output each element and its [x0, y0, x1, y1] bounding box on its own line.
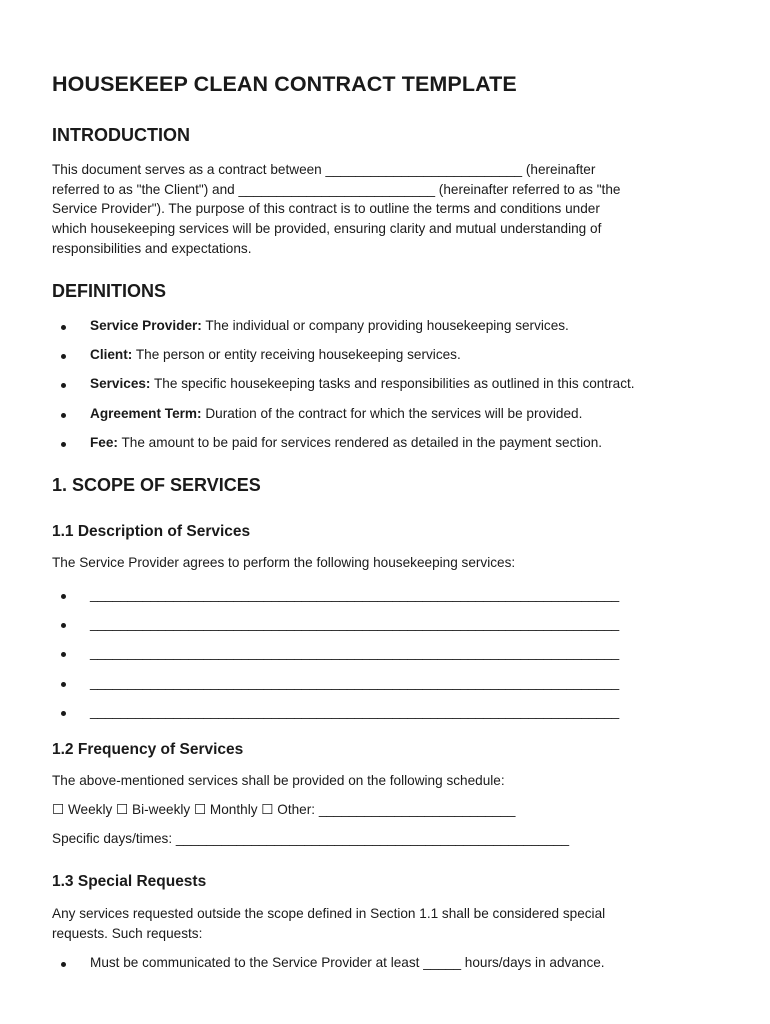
- special-requests-heading: 1.3 Special Requests: [52, 873, 207, 890]
- frequency-options: ☐ Weekly ☐ Bi-weekly ☐ Monthly ☐ Other: __________________________: [52, 802, 516, 817]
- bullet-icon: [61, 594, 66, 599]
- blank-fill-line: ______________________________________________________________________: [90, 616, 620, 632]
- description-intro: The Service Provider agrees to perform the following housekeeping services:: [52, 555, 516, 570]
- frequency-heading: 1.2 Frequency of Services: [52, 741, 244, 758]
- blank-fill-line: ______________________________________________________________________: [90, 645, 620, 661]
- introduction-line: which housekeeping services will be provided, ensuring clarity and mutual understanding of: [52, 221, 602, 237]
- bullet-icon: [61, 413, 66, 418]
- bullet-icon: [61, 682, 66, 687]
- definition-text: The person or entity receiving housekeeping services.: [132, 347, 461, 363]
- specific-days-times: Specific days/times: ____________________________________________________: [52, 831, 570, 846]
- definitions-list: [52, 316, 742, 462]
- introduction-paragraph: [52, 160, 732, 259]
- bullet-icon: [61, 442, 66, 447]
- blank-fill-line: ______________________________________________________________________: [90, 587, 620, 602]
- definition-item: [52, 374, 742, 403]
- blank-service-item: [52, 643, 742, 672]
- bullet-icon: [61, 354, 66, 359]
- scope-heading: 1. SCOPE OF SERVICES: [52, 475, 261, 495]
- definition-term: Agreement Term:: [90, 405, 202, 421]
- blank-service-item: [52, 702, 742, 731]
- definition-text: The individual or company providing housekeeping services.: [201, 318, 569, 333]
- definition-term: Client:: [90, 347, 133, 363]
- definition-text: Duration of the contract for which the services will be provided.: [201, 405, 583, 421]
- special-requests-list: [52, 953, 742, 982]
- document-title: HOUSEKEEP CLEAN CONTRACT TEMPLATE: [52, 72, 517, 96]
- blank-fill-line: ______________________________________________________________________: [90, 703, 620, 719]
- blank-service-item: [52, 585, 742, 614]
- introduction-line: responsibilities and expectations.: [52, 240, 252, 256]
- introduction-line: This document serves as a contract between __________________________ (hereinafter: [52, 162, 596, 177]
- special-requests-line: requests. Such requests:: [52, 925, 203, 941]
- definition-item: [52, 316, 742, 345]
- definition-term: Services:: [90, 376, 151, 392]
- bullet-icon: [61, 711, 66, 716]
- special-request-text: Must be communicated to the Service Provider at least _____ hours/days in advance.: [90, 955, 605, 970]
- bullet-icon: [61, 962, 66, 967]
- special-requests-paragraph: [52, 904, 732, 943]
- blank-service-item: [52, 614, 742, 643]
- services-blank-list: [52, 585, 742, 731]
- blank-service-item: [52, 673, 742, 702]
- bullet-icon: [61, 623, 66, 628]
- definition-text: The amount to be paid for services rendered as detailed in the payment section.: [117, 434, 603, 450]
- introduction-line: Service Provider"). The purpose of this contract is to outline the terms and conditions under: [52, 201, 600, 217]
- definition-item: [52, 404, 742, 433]
- introduction-line: referred to as "the Client") and __________________________ (hereinafter referred to as "the: [52, 181, 621, 197]
- special-requests-line: Any services requested outside the scope defined in Section 1.1 shall be considered special: [52, 906, 606, 921]
- definitions-heading: DEFINITIONS: [52, 281, 167, 301]
- definition-term: Fee:: [90, 434, 118, 450]
- special-request-item: [52, 953, 742, 982]
- bullet-icon: [61, 652, 66, 657]
- blank-fill-line: ______________________________________________________________________: [90, 674, 620, 690]
- definition-item: [52, 433, 742, 462]
- definition-text: The specific housekeeping tasks and responsibilities as outlined in this contract.: [150, 376, 635, 392]
- definition-item: [52, 345, 742, 374]
- bullet-icon: [61, 325, 66, 330]
- frequency-intro: The above-mentioned services shall be provided on the following schedule:: [52, 773, 505, 788]
- definition-term: Service Provider:: [90, 318, 202, 333]
- introduction-heading: INTRODUCTION: [52, 125, 190, 145]
- description-heading: 1.1 Description of Services: [52, 523, 251, 540]
- bullet-icon: [61, 383, 66, 388]
